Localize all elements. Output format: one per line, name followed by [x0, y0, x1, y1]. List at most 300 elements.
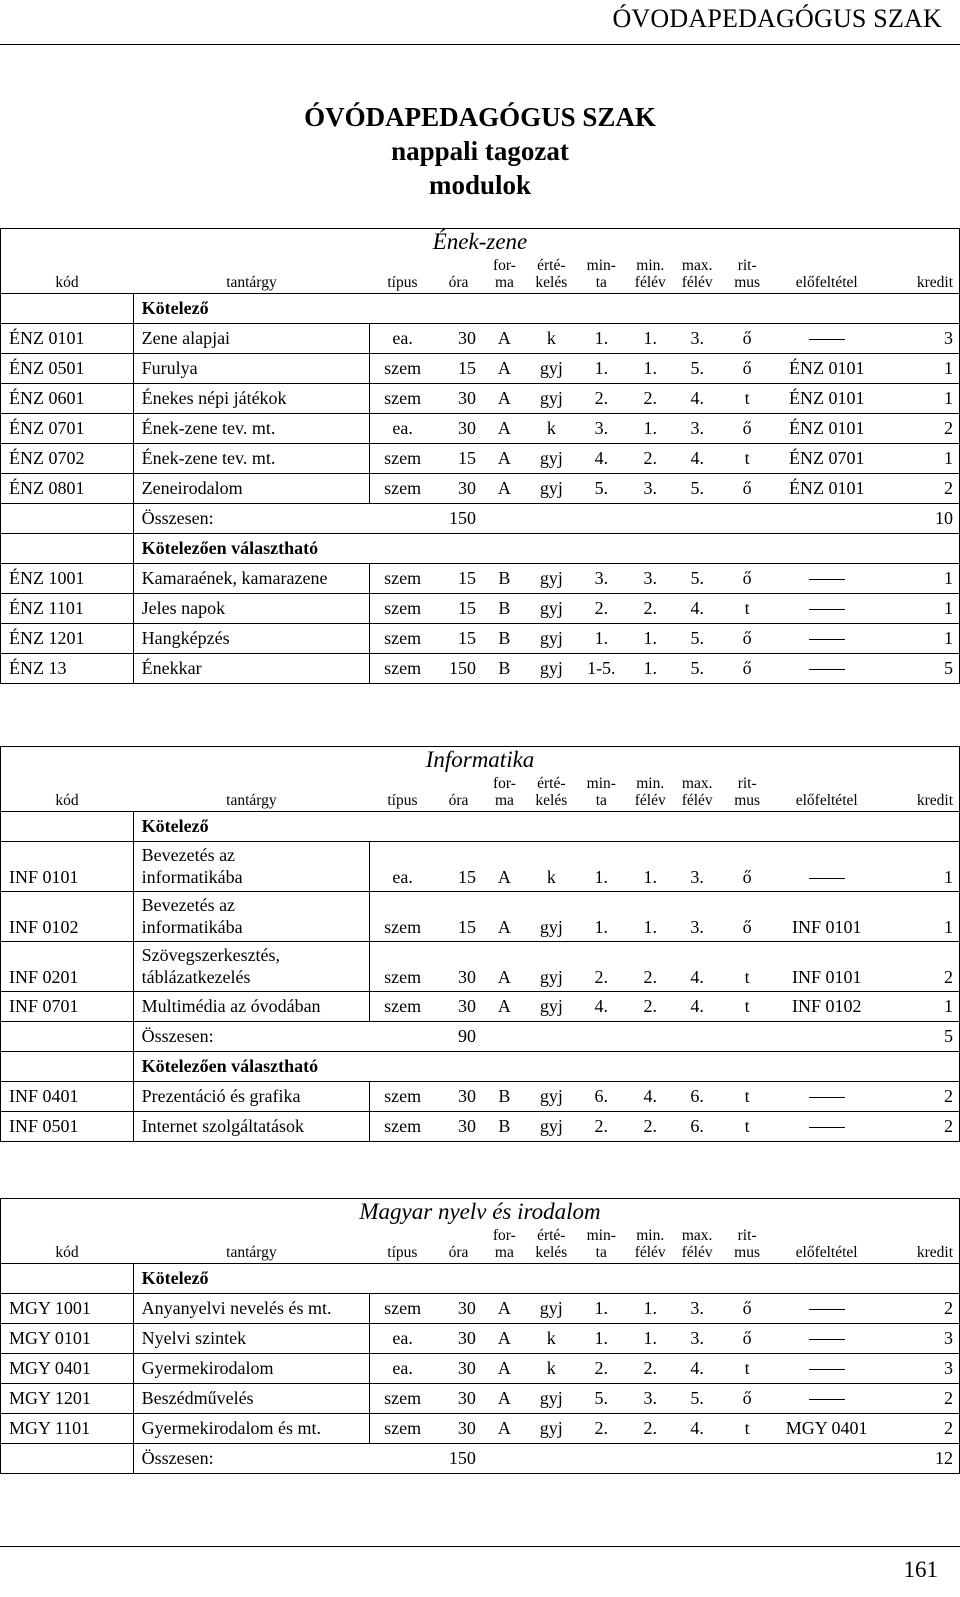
- cell-tantargy: Beszédművelés: [133, 1384, 370, 1414]
- cell-ritmus: t: [721, 1354, 774, 1384]
- table-row: [1, 624, 960, 654]
- column-header-ertekeles: [527, 254, 576, 294]
- cell-max-felev: 5.: [674, 564, 721, 594]
- total-credits: 12: [880, 1444, 960, 1474]
- empty-cell: [880, 294, 960, 324]
- cell-minta: 3.: [576, 564, 627, 594]
- cell-ora: 30: [435, 474, 482, 504]
- no-prerequisite-dash: [809, 1097, 845, 1098]
- cell-kredit: 2: [880, 1082, 960, 1112]
- cell-min-felev: 2.: [627, 384, 674, 414]
- cell-ritmus: ő: [721, 324, 774, 354]
- total-row: [1, 1444, 960, 1474]
- column-header-minta: [576, 772, 627, 812]
- no-prerequisite-dash: [809, 609, 845, 610]
- cell-minta: 2.: [576, 942, 627, 992]
- cell-ertekeles: gyj: [527, 1414, 576, 1444]
- cell-max-felev: 3.: [674, 414, 721, 444]
- cell-min-felev: 1.: [627, 354, 674, 384]
- no-prerequisite-dash: [809, 639, 845, 640]
- column-header-line: rit-: [737, 257, 757, 274]
- total-hours: 150: [435, 504, 482, 534]
- cell-kredit: 2: [880, 414, 960, 444]
- cell-ertekeles: gyj: [527, 1082, 576, 1112]
- column-header-ora: óra: [435, 772, 482, 812]
- cell-tipus: szem: [370, 942, 435, 992]
- empty-cell: [880, 534, 960, 564]
- no-prerequisite-dash: [809, 579, 845, 580]
- header-rule: [0, 44, 960, 45]
- column-header-line: ta: [595, 792, 607, 809]
- column-header-line: kelés: [535, 792, 568, 809]
- column-header-line: félév: [681, 792, 713, 809]
- cell-tipus: szem: [370, 444, 435, 474]
- cell-elofeltetel: MGY 0401: [774, 1414, 880, 1444]
- column-header-tantargy: tantárgy: [133, 1224, 370, 1264]
- cell-forma: A: [482, 942, 527, 992]
- cell-ora: 15: [435, 892, 482, 942]
- table-row: [1, 992, 960, 1022]
- cell-forma: B: [482, 1082, 527, 1112]
- cell-min-felev: 2.: [627, 942, 674, 992]
- cell-elofeltetel: [774, 1354, 880, 1384]
- column-header-line: min.: [636, 1227, 665, 1244]
- document-title: [0, 100, 960, 202]
- cell-ora: 30: [435, 1324, 482, 1354]
- cell-elofeltetel: [774, 1082, 880, 1112]
- column-header-tantargy: tantárgy: [133, 772, 370, 812]
- cell-ora: 30: [435, 1354, 482, 1384]
- empty-cell: [482, 504, 880, 534]
- cell-minta: 2.: [576, 1112, 627, 1142]
- cell-min-felev: 1.: [627, 414, 674, 444]
- cell-tipus: szem: [370, 992, 435, 1022]
- cell-elofeltetel: ÉNZ 0101: [774, 354, 880, 384]
- cell-min-felev: 2.: [627, 1414, 674, 1444]
- cell-kod: ÉNZ 0101: [1, 324, 134, 354]
- cell-ritmus: ő: [721, 842, 774, 892]
- column-header-line: érté-: [537, 775, 566, 792]
- column-header-line: rit-: [737, 775, 757, 792]
- cell-elofeltetel: [774, 564, 880, 594]
- cell-forma: A: [482, 992, 527, 1022]
- cell-ritmus: t: [721, 594, 774, 624]
- cell-min-felev: 2.: [627, 444, 674, 474]
- cell-tantargy: [133, 842, 370, 892]
- empty-cell: [1, 1264, 134, 1294]
- table-row: [1, 444, 960, 474]
- cell-ritmus: ő: [721, 624, 774, 654]
- column-header-line: ma: [494, 274, 514, 291]
- cell-max-felev: 5.: [674, 654, 721, 684]
- cell-max-felev: 3.: [674, 1294, 721, 1324]
- group-heading: Kötelezően választható: [133, 534, 880, 564]
- page-number: 161: [903, 1557, 938, 1582]
- cell-tipus: szem: [370, 1414, 435, 1444]
- cell-minta: 1-5.: [576, 654, 627, 684]
- cell-forma: A: [482, 1414, 527, 1444]
- column-header-max-felev: [674, 772, 721, 812]
- table-row: [1, 1112, 960, 1142]
- cell-kod: INF 0701: [1, 992, 134, 1022]
- cell-min-felev: 1.: [627, 1294, 674, 1324]
- table-row: [1, 942, 960, 992]
- column-header-line: for-: [492, 775, 516, 792]
- cell-max-felev: 5.: [674, 354, 721, 384]
- table-row: [1, 892, 960, 942]
- cell-forma: B: [482, 1112, 527, 1142]
- empty-cell: [482, 1444, 880, 1474]
- total-row: [1, 1022, 960, 1052]
- cell-kod: INF 0102: [1, 892, 134, 942]
- cell-kredit: 2: [880, 1384, 960, 1414]
- table-row: [1, 1082, 960, 1112]
- empty-cell: [1, 504, 134, 534]
- cell-forma: B: [482, 624, 527, 654]
- column-header-line: félév: [634, 274, 666, 291]
- section-title: Ének-zene: [1, 229, 960, 255]
- cell-elofeltetel: [774, 1324, 880, 1354]
- column-header-max-felev: [674, 1224, 721, 1264]
- cell-elofeltetel: [774, 1294, 880, 1324]
- column-header-line: min.: [636, 257, 665, 274]
- cell-minta: 5.: [576, 1384, 627, 1414]
- title-line-2: nappali tagozat: [391, 136, 569, 166]
- column-header-line: min-: [586, 775, 616, 792]
- table-row: [1, 1384, 960, 1414]
- cell-kredit: 1: [880, 384, 960, 414]
- column-header-ritmus: [721, 1224, 774, 1264]
- cell-tipus: szem: [370, 1082, 435, 1112]
- cell-forma: A: [482, 474, 527, 504]
- column-header-line: félév: [634, 1244, 666, 1261]
- cell-ertekeles: gyj: [527, 624, 576, 654]
- table-row: [1, 474, 960, 504]
- cell-min-felev: 3.: [627, 1384, 674, 1414]
- cell-ertekeles: k: [527, 1354, 576, 1384]
- cell-max-felev: 6.: [674, 1112, 721, 1142]
- column-header-line: min.: [636, 775, 665, 792]
- cell-tipus: szem: [370, 654, 435, 684]
- cell-elofeltetel: INF 0102: [774, 992, 880, 1022]
- cell-max-felev: 3.: [674, 892, 721, 942]
- cell-tipus: szem: [370, 564, 435, 594]
- column-header-line: ma: [494, 792, 514, 809]
- cell-tipus: ea.: [370, 842, 435, 892]
- cell-kredit: 2: [880, 1112, 960, 1142]
- column-header-minta: [576, 1224, 627, 1264]
- cell-tantargy: Gyermekirodalom és mt.: [133, 1414, 370, 1444]
- column-header-ora: óra: [435, 254, 482, 294]
- column-header-elofeltetel: előfeltétel: [774, 1224, 880, 1264]
- total-credits: 5: [880, 1022, 960, 1052]
- cell-kod: MGY 1201: [1, 1384, 134, 1414]
- column-header-line: max.: [681, 1227, 713, 1244]
- cell-minta: 1.: [576, 1324, 627, 1354]
- cell-minta: 2.: [576, 594, 627, 624]
- cell-ertekeles: gyj: [527, 654, 576, 684]
- cell-forma: A: [482, 1294, 527, 1324]
- cell-ora: 30: [435, 942, 482, 992]
- cell-tantargy: Énekkar: [133, 654, 370, 684]
- cell-ora: 15: [435, 444, 482, 474]
- table-row: [1, 1414, 960, 1444]
- column-header-line: félév: [681, 1244, 713, 1261]
- cell-line: táblázatkezelés: [141, 967, 251, 987]
- cell-elofeltetel: [774, 654, 880, 684]
- cell-ertekeles: gyj: [527, 444, 576, 474]
- cell-tantargy: Kamaraének, kamarazene: [133, 564, 370, 594]
- table-row: [1, 354, 960, 384]
- column-header-line: for-: [492, 257, 516, 274]
- cell-ritmus: t: [721, 1414, 774, 1444]
- cell-kod: ÉNZ 13: [1, 654, 134, 684]
- cell-kod: INF 0101: [1, 842, 134, 892]
- cell-line: Bevezetés az: [141, 845, 236, 865]
- cell-tipus: szem: [370, 624, 435, 654]
- cell-tipus: szem: [370, 1112, 435, 1142]
- cell-min-felev: 2.: [627, 594, 674, 624]
- column-header-min-felev: [627, 772, 674, 812]
- cell-kod: MGY 1101: [1, 1414, 134, 1444]
- column-header-forma: [482, 1224, 527, 1264]
- empty-cell: [1, 294, 134, 324]
- cell-ora: 15: [435, 354, 482, 384]
- cell-ritmus: t: [721, 444, 774, 474]
- cell-ritmus: ő: [721, 892, 774, 942]
- cell-minta: 2.: [576, 1354, 627, 1384]
- cell-ertekeles: gyj: [527, 564, 576, 594]
- cell-ertekeles: k: [527, 1324, 576, 1354]
- column-header-line: for-: [492, 1227, 516, 1244]
- empty-cell: [482, 1022, 880, 1052]
- cell-tantargy: Ének-zene tev. mt.: [133, 414, 370, 444]
- no-prerequisite-dash: [809, 1369, 845, 1370]
- cell-tipus: szem: [370, 384, 435, 414]
- cell-tipus: ea.: [370, 1324, 435, 1354]
- cell-tantargy: Multimédia az óvodában: [133, 992, 370, 1022]
- cell-ora: 30: [435, 414, 482, 444]
- cell-kod: ÉNZ 1201: [1, 624, 134, 654]
- cell-max-felev: 3.: [674, 324, 721, 354]
- column-header-elofeltetel: előfeltétel: [774, 772, 880, 812]
- cell-minta: 2.: [576, 1414, 627, 1444]
- section-title: Magyar nyelv és irodalom: [1, 1199, 960, 1225]
- cell-forma: A: [482, 892, 527, 942]
- cell-kod: ÉNZ 1101: [1, 594, 134, 624]
- cell-line: Bevezetés az: [141, 895, 236, 915]
- cell-ertekeles: k: [527, 842, 576, 892]
- cell-elofeltetel: ÉNZ 0701: [774, 444, 880, 474]
- table-row: [1, 1294, 960, 1324]
- cell-ritmus: t: [721, 384, 774, 414]
- cell-forma: A: [482, 1354, 527, 1384]
- column-header-line: félév: [681, 274, 713, 291]
- column-header-ritmus: [721, 772, 774, 812]
- cell-tantargy: Zeneirodalom: [133, 474, 370, 504]
- cell-ritmus: t: [721, 992, 774, 1022]
- cell-ora: 30: [435, 1082, 482, 1112]
- total-label: Összesen:: [133, 504, 435, 534]
- cell-minta: 6.: [576, 1082, 627, 1112]
- cell-ora: 15: [435, 842, 482, 892]
- cell-tantargy: Furulya: [133, 354, 370, 384]
- cell-max-felev: 6.: [674, 1082, 721, 1112]
- column-header-line: érté-: [537, 1227, 566, 1244]
- column-header-line: mus: [734, 1244, 760, 1261]
- cell-kredit: 1: [880, 892, 960, 942]
- cell-ora: 150: [435, 654, 482, 684]
- total-hours: 150: [435, 1444, 482, 1474]
- cell-min-felev: 1.: [627, 654, 674, 684]
- cell-minta: 1.: [576, 892, 627, 942]
- cell-elofeltetel: ÉNZ 0101: [774, 384, 880, 414]
- cell-tantargy: Nyelvi szintek: [133, 1324, 370, 1354]
- cell-max-felev: 5.: [674, 474, 721, 504]
- cell-kredit: 2: [880, 474, 960, 504]
- cell-tipus: ea.: [370, 414, 435, 444]
- cell-kod: ÉNZ 0601: [1, 384, 134, 414]
- cell-ritmus: t: [721, 1082, 774, 1112]
- cell-kredit: 1: [880, 594, 960, 624]
- cell-elofeltetel: INF 0101: [774, 892, 880, 942]
- column-header-kod: kód: [1, 254, 134, 294]
- cell-min-felev: 2.: [627, 1112, 674, 1142]
- cell-ertekeles: k: [527, 324, 576, 354]
- cell-min-felev: 1.: [627, 892, 674, 942]
- no-prerequisite-dash: [809, 878, 845, 879]
- table-row: [1, 594, 960, 624]
- cell-kredit: 2: [880, 942, 960, 992]
- group-heading: Kötelező: [133, 294, 880, 324]
- cell-minta: 4.: [576, 992, 627, 1022]
- cell-min-felev: 3.: [627, 474, 674, 504]
- no-prerequisite-dash: [809, 1309, 845, 1310]
- cell-ertekeles: gyj: [527, 992, 576, 1022]
- cell-max-felev: 5.: [674, 1384, 721, 1414]
- cell-kod: MGY 0101: [1, 1324, 134, 1354]
- column-header-tantargy: tantárgy: [133, 254, 370, 294]
- cell-elofeltetel: ÉNZ 0101: [774, 414, 880, 444]
- cell-minta: 1.: [576, 324, 627, 354]
- cell-ertekeles: gyj: [527, 1112, 576, 1142]
- cell-kod: ÉNZ 0801: [1, 474, 134, 504]
- total-row: [1, 504, 960, 534]
- column-header-tipus: típus: [370, 254, 435, 294]
- cell-minta: 1.: [576, 842, 627, 892]
- column-header-kredit: kredit: [880, 1224, 960, 1264]
- cell-max-felev: 5.: [674, 624, 721, 654]
- table-row: [1, 564, 960, 594]
- title-line-1: ÓVÓDAPEDAGÓGUS SZAK: [304, 102, 656, 132]
- cell-ritmus: t: [721, 942, 774, 992]
- cell-min-felev: 1.: [627, 1324, 674, 1354]
- cell-ora: 30: [435, 384, 482, 414]
- cell-forma: A: [482, 384, 527, 414]
- cell-tantargy: Ének-zene tev. mt.: [133, 444, 370, 474]
- empty-cell: [1, 534, 134, 564]
- cell-kod: ÉNZ 0702: [1, 444, 134, 474]
- cell-ora: 30: [435, 1384, 482, 1414]
- cell-ritmus: t: [721, 1112, 774, 1142]
- column-header-line: mus: [734, 792, 761, 809]
- column-header-kod: kód: [1, 772, 134, 812]
- cell-min-felev: 2.: [627, 992, 674, 1022]
- enek-zene-table: [0, 228, 960, 684]
- cell-min-felev: 3.: [627, 564, 674, 594]
- column-header-line: max.: [681, 775, 713, 792]
- cell-ritmus: ő: [721, 564, 774, 594]
- cell-elofeltetel: [774, 842, 880, 892]
- cell-ora: 30: [435, 324, 482, 354]
- cell-elofeltetel: [774, 1112, 880, 1142]
- cell-elofeltetel: ÉNZ 0101: [774, 474, 880, 504]
- magyar-nyelv-table: [0, 1198, 960, 1474]
- cell-tipus: ea.: [370, 1354, 435, 1384]
- cell-line: Szövegszerkesztés,: [141, 945, 281, 965]
- cell-line: informatikába: [141, 917, 243, 937]
- cell-minta: 4.: [576, 444, 627, 474]
- cell-ora: 15: [435, 564, 482, 594]
- cell-kredit: 5: [880, 654, 960, 684]
- cell-kredit: 1: [880, 444, 960, 474]
- empty-cell: [1, 1022, 134, 1052]
- cell-ora: 30: [435, 1112, 482, 1142]
- section-title: Informatika: [1, 747, 960, 773]
- no-prerequisite-dash: [809, 669, 845, 670]
- cell-ritmus: ő: [721, 354, 774, 384]
- cell-forma: A: [482, 1324, 527, 1354]
- cell-forma: A: [482, 324, 527, 354]
- column-header-line: ta: [595, 274, 607, 291]
- cell-max-felev: 4.: [674, 1354, 721, 1384]
- cell-elofeltetel: [774, 324, 880, 354]
- cell-min-felev: 1.: [627, 624, 674, 654]
- empty-cell: [880, 1264, 960, 1294]
- cell-kod: ÉNZ 1001: [1, 564, 134, 594]
- column-header-min-felev: [627, 254, 674, 294]
- empty-cell: [1, 1052, 134, 1082]
- cell-min-felev: 4.: [627, 1082, 674, 1112]
- cell-line: informatikába: [141, 867, 243, 887]
- column-header-ora: óra: [435, 1224, 482, 1264]
- column-header-line: min-: [586, 257, 616, 274]
- cell-max-felev: 3.: [674, 1324, 721, 1354]
- cell-forma: B: [482, 564, 527, 594]
- cell-minta: 1.: [576, 1294, 627, 1324]
- footer-rule: [0, 1546, 960, 1547]
- cell-ritmus: ő: [721, 1384, 774, 1414]
- cell-kredit: 3: [880, 1354, 960, 1384]
- column-header-tipus: típus: [370, 772, 435, 812]
- total-label: Összesen:: [133, 1022, 435, 1052]
- group-heading: Kötelezően választható: [133, 1052, 880, 1082]
- cell-kod: ÉNZ 0701: [1, 414, 134, 444]
- total-hours: 90: [435, 1022, 482, 1052]
- cell-min-felev: 2.: [627, 1354, 674, 1384]
- cell-tantargy: [133, 892, 370, 942]
- cell-kredit: 2: [880, 1294, 960, 1324]
- cell-elofeltetel: [774, 594, 880, 624]
- column-header-ertekeles: [527, 772, 576, 812]
- cell-kod: MGY 0401: [1, 1354, 134, 1384]
- title-line-3: modulok: [428, 170, 532, 200]
- cell-ertekeles: gyj: [527, 892, 576, 942]
- total-credits: 10: [880, 504, 960, 534]
- cell-kod: INF 0401: [1, 1082, 134, 1112]
- empty-cell: [880, 1052, 960, 1082]
- cell-kod: INF 0501: [1, 1112, 134, 1142]
